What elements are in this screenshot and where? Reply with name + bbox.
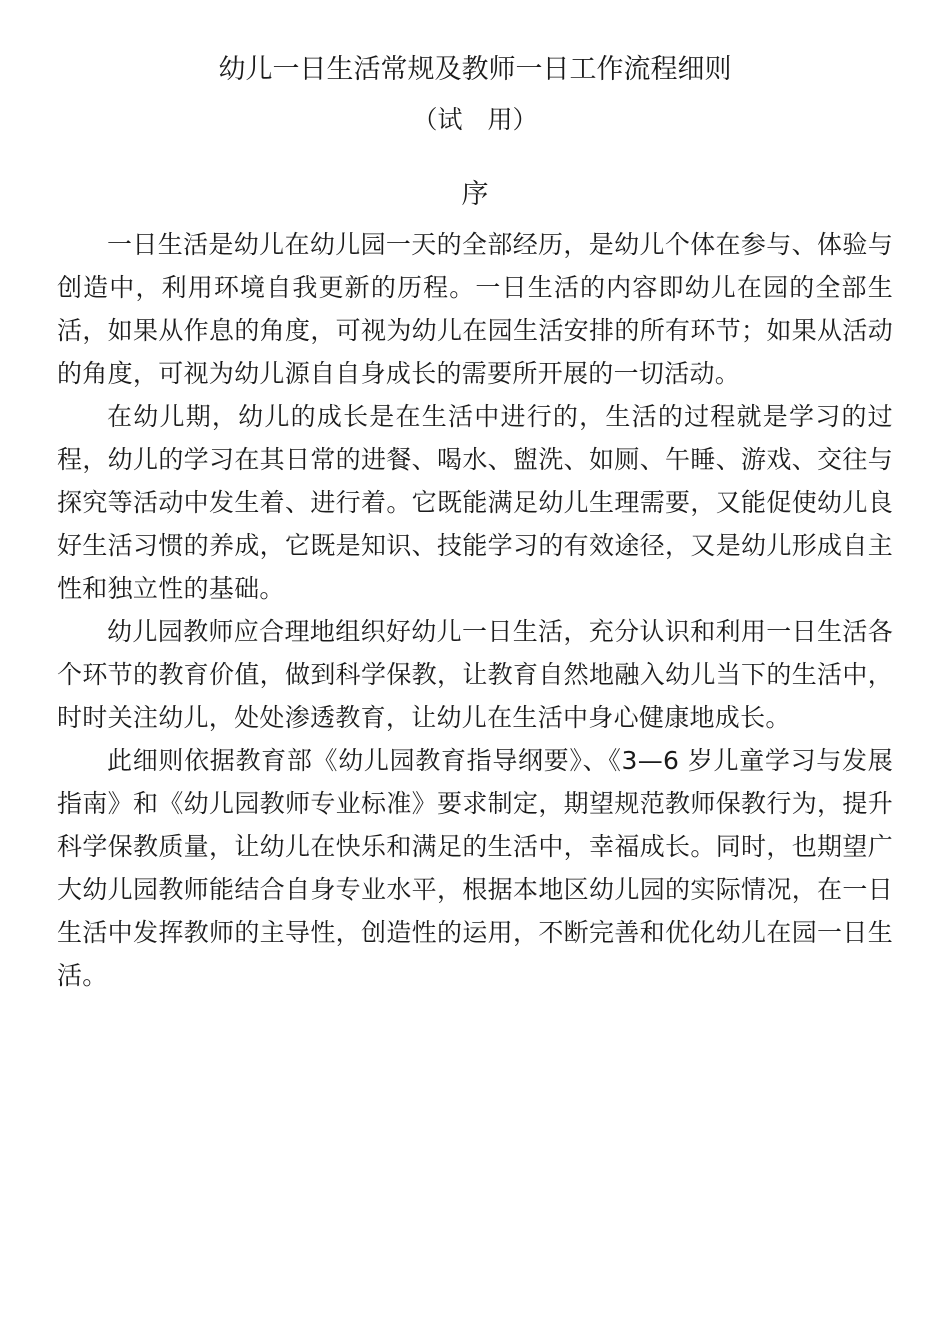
paragraph: 此细则依据教育部《幼儿园教育指导纲要》、《3—6 岁儿童学习与发展指南》和《幼儿园教师专业标准》要求制定，期望规范教师保教行为，提升科学保教质量，让幼儿在快乐和满足的生活中，幸福成长。同时，也期望广大幼儿园教师能结合自身专业水平，根据本地区幼儿园的实际情况，在一日生活中发挥教师的主导性，创造性的运用，不断完善和优化幼儿在园一日生活。 [57, 746, 893, 990]
section-heading: 序 [461, 179, 489, 210]
document-subtitle: （试 用） [412, 105, 538, 134]
paragraph: 幼儿园教师应合理地组织好幼儿一日生活，充分认识和利用一日生活各个环节的教育价值，做到科学保教，让教育自然地融入幼儿当下的生活中，时时关注幼儿，处处渗透教育，让幼儿在生活中身心健康地成长。 [57, 617, 893, 732]
document-title: 幼儿一日生活常规及教师一日工作流程细则 [218, 54, 732, 85]
paragraph: 在幼儿期，幼儿的成长是在生活中进行的，生活的过程就是学习的过程，幼儿的学习在其日常的进餐、喝水、盥洗、如厕、午睡、游戏、交往与探究等活动中发生着、进行着。它既能满足幼儿生理需要，又能促使幼儿良好生活习惯的养成，它既是知识、技能学习的有效途径，又是幼儿形成自主性和独立性的基础。 [57, 402, 893, 603]
paragraph: 一日生活是幼儿在幼儿园一天的全部经历，是幼儿个体在参与、体验与创造中，利用环境自我更新的历程。一日生活的内容即幼儿在园的全部生活，如果从作息的角度，可视为幼儿在园生活安排的所有环节；如果从活动的角度，可视为幼儿源自自身成长的需要所开展的一切活动。 [57, 230, 893, 388]
preface-body [57, 223, 893, 997]
